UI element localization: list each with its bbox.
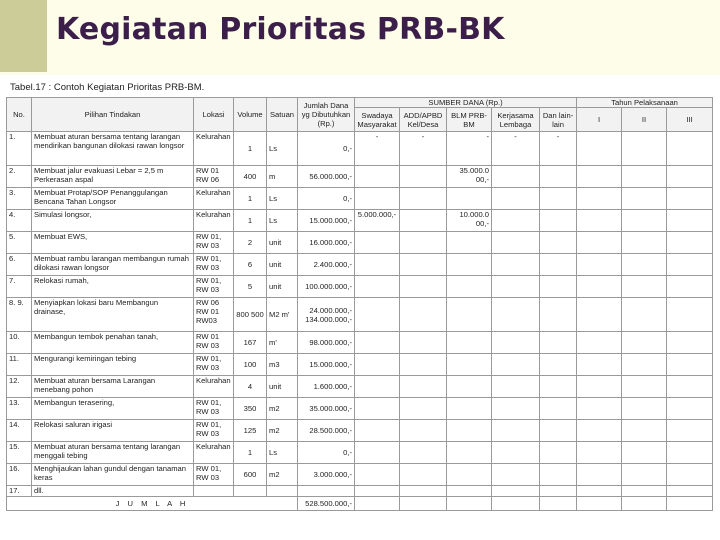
cell-pilihan-tindakan: Membuat aturan bersama tentang larangan menggali tebing (32, 442, 194, 464)
cell-satuan (267, 486, 298, 497)
cell-tahun-2 (622, 398, 667, 420)
cell-kerjasama (492, 254, 540, 276)
cell-tahun-2 (622, 376, 667, 398)
cell-tahun-1 (577, 376, 622, 398)
header-blm-prb-bm: BLM PRB-BM (447, 108, 492, 132)
total-value: 528.500.000,- (298, 497, 355, 511)
cell-tahun-2 (622, 420, 667, 442)
cell-add-apbd (400, 354, 447, 376)
header-satuan: Satuan (267, 98, 298, 132)
cell-tahun-2 (622, 276, 667, 298)
table-caption: Tabel.17 : Contoh Kegiatan Prioritas PRB-BM. (10, 82, 205, 93)
header-pilihan-tindakan: Pilihan Tindakan (32, 98, 194, 132)
header-lokasi: Lokasi (194, 98, 234, 132)
header-jumlah-dana: Jumlah Dana yg Dibutuhkan (Rp.) (298, 98, 355, 132)
cell-satuan: m3 (267, 354, 298, 376)
total-row (7, 497, 713, 511)
cell-lokasi: Kelurahan (194, 132, 234, 166)
header-lain-lain: Dan lain-lain (540, 108, 577, 132)
cell-volume: 125 (234, 420, 267, 442)
cell-kerjasama (492, 210, 540, 232)
cell-volume: 400 (234, 166, 267, 188)
cell-tahun-3 (667, 276, 713, 298)
cell-tahun-3 (667, 232, 713, 254)
cell-tahun-3 (667, 354, 713, 376)
cell-pilihan-tindakan: Membuat aturan bersama Larangan menebang pohon (32, 376, 194, 398)
cell-volume: 4 (234, 376, 267, 398)
cell-lain-lain: - (540, 132, 577, 166)
cell-no: 6. (7, 254, 32, 276)
cell-tahun-3 (667, 486, 713, 497)
cell-blm-prb-bm: 35.000.0 00,- (447, 166, 492, 188)
cell-swadaya (355, 464, 400, 486)
cell-lain-lain (540, 442, 577, 464)
cell-satuan: Ls (267, 442, 298, 464)
cell-tahun-2 (622, 254, 667, 276)
table-row (7, 332, 713, 354)
cell-volume: 800 500 (234, 298, 267, 332)
cell-lokasi: RW 01, RW 03 (194, 354, 234, 376)
table-row (7, 298, 713, 332)
cell-no: 3. (7, 188, 32, 210)
cell-lokasi: RW 01, RW 03 (194, 254, 234, 276)
title-accent-bar (0, 0, 47, 72)
cell-lokasi: RW 01 RW 03 (194, 332, 234, 354)
cell-pilihan-tindakan: Menghijaukan lahan gundul dengan tanaman keras (32, 464, 194, 486)
total-empty-cell (622, 497, 667, 511)
cell-blm-prb-bm (447, 376, 492, 398)
cell-no: 5. (7, 232, 32, 254)
cell-add-apbd (400, 420, 447, 442)
cell-jumlah-dana (298, 486, 355, 497)
cell-volume: 5 (234, 276, 267, 298)
cell-blm-prb-bm (447, 464, 492, 486)
cell-tahun-3 (667, 188, 713, 210)
cell-volume: 1 (234, 188, 267, 210)
cell-satuan: Ls (267, 188, 298, 210)
cell-tahun-2 (622, 298, 667, 332)
cell-satuan: Ls (267, 132, 298, 166)
cell-add-apbd (400, 210, 447, 232)
cell-kerjasama (492, 166, 540, 188)
total-empty-cell (355, 497, 400, 511)
cell-lokasi (194, 486, 234, 497)
total-empty-cell (400, 497, 447, 511)
cell-swadaya: - (355, 132, 400, 166)
cell-jumlah-dana: 100.000.000,- (298, 276, 355, 298)
cell-satuan: m' (267, 332, 298, 354)
cell-blm-prb-bm (447, 354, 492, 376)
cell-add-apbd (400, 486, 447, 497)
header-tahun-2: II (622, 108, 667, 132)
cell-tahun-2 (622, 188, 667, 210)
cell-volume: 167 (234, 332, 267, 354)
cell-lain-lain (540, 398, 577, 420)
cell-blm-prb-bm (447, 398, 492, 420)
cell-jumlah-dana: 15.000.000,- (298, 210, 355, 232)
cell-tahun-1 (577, 254, 622, 276)
cell-no: 15. (7, 442, 32, 464)
cell-tahun-2 (622, 486, 667, 497)
total-empty-cell (667, 497, 713, 511)
cell-swadaya (355, 354, 400, 376)
cell-no: 13. (7, 398, 32, 420)
total-label: J U M L A H (7, 497, 298, 511)
cell-lain-lain (540, 232, 577, 254)
cell-kerjasama (492, 332, 540, 354)
cell-add-apbd: - (400, 132, 447, 166)
cell-blm-prb-bm (447, 298, 492, 332)
cell-lain-lain (540, 376, 577, 398)
cell-swadaya (355, 188, 400, 210)
cell-blm-prb-bm: - (447, 132, 492, 166)
cell-add-apbd (400, 232, 447, 254)
cell-add-apbd (400, 464, 447, 486)
total-empty-cell (447, 497, 492, 511)
cell-lokasi: RW 01, RW 03 (194, 276, 234, 298)
slide-title: Kegiatan Prioritas PRB-BK (56, 12, 505, 47)
cell-tahun-2 (622, 442, 667, 464)
cell-satuan: m2 (267, 464, 298, 486)
cell-lain-lain (540, 210, 577, 232)
cell-no: 10. (7, 332, 32, 354)
table-row (7, 254, 713, 276)
cell-satuan: m2 (267, 398, 298, 420)
document-image (0, 75, 720, 540)
cell-swadaya (355, 376, 400, 398)
cell-pilihan-tindakan: Membangun terasering, (32, 398, 194, 420)
cell-blm-prb-bm (447, 332, 492, 354)
cell-tahun-1 (577, 398, 622, 420)
priority-table-wrapper (6, 97, 712, 511)
cell-tahun-1 (577, 464, 622, 486)
cell-pilihan-tindakan: Relokasi rumah, (32, 276, 194, 298)
cell-satuan: unit (267, 376, 298, 398)
cell-pilihan-tindakan: Membuat aturan bersama tentang larangan mendirikan bangunan dilokasi rawan longsor (32, 132, 194, 166)
cell-jumlah-dana: 1.600.000,- (298, 376, 355, 398)
cell-volume: 2 (234, 232, 267, 254)
cell-tahun-3 (667, 376, 713, 398)
table-row (7, 376, 713, 398)
cell-volume: 1 (234, 442, 267, 464)
table-row (7, 232, 713, 254)
cell-tahun-2 (622, 332, 667, 354)
cell-lokasi: Kelurahan (194, 188, 234, 210)
cell-swadaya (355, 420, 400, 442)
priority-table (6, 97, 713, 511)
cell-pilihan-tindakan: dll. (32, 486, 194, 497)
cell-tahun-1 (577, 166, 622, 188)
cell-lokasi: RW 01, RW 03 (194, 398, 234, 420)
cell-tahun-1 (577, 232, 622, 254)
cell-tahun-1 (577, 420, 622, 442)
cell-pilihan-tindakan: Membuat Protap/SOP Penanggulangan Bencana Tahan Longsor (32, 188, 194, 210)
header-tahun-pelaksanaan: Tahun Pelaksanaan (577, 98, 713, 108)
cell-tahun-3 (667, 254, 713, 276)
cell-kerjasama (492, 464, 540, 486)
table-body (7, 132, 713, 511)
cell-lokasi: RW 01, RW 03 (194, 232, 234, 254)
cell-tahun-2 (622, 132, 667, 166)
cell-lain-lain (540, 332, 577, 354)
cell-lain-lain (540, 188, 577, 210)
cell-satuan: M2 m' (267, 298, 298, 332)
total-empty-cell (492, 497, 540, 511)
cell-tahun-1 (577, 132, 622, 166)
cell-swadaya (355, 298, 400, 332)
cell-volume: 350 (234, 398, 267, 420)
cell-volume: 1 (234, 132, 267, 166)
cell-no: 4. (7, 210, 32, 232)
cell-no: 2. (7, 166, 32, 188)
table-row (7, 464, 713, 486)
header-add-apbd: ADD/APBD Kel/Desa (400, 108, 447, 132)
cell-tahun-3 (667, 464, 713, 486)
cell-satuan: m (267, 166, 298, 188)
cell-no: 16. (7, 464, 32, 486)
cell-jumlah-dana: 15.000.000,- (298, 354, 355, 376)
cell-add-apbd (400, 376, 447, 398)
cell-tahun-3 (667, 298, 713, 332)
cell-volume: 6 (234, 254, 267, 276)
header-volume: Volume (234, 98, 267, 132)
cell-tahun-3 (667, 210, 713, 232)
cell-kerjasama (492, 376, 540, 398)
cell-lokasi: RW 06 RW 01 RW03 (194, 298, 234, 332)
cell-volume: 1 (234, 210, 267, 232)
cell-kerjasama (492, 354, 540, 376)
cell-tahun-3 (667, 398, 713, 420)
cell-add-apbd (400, 298, 447, 332)
cell-no: 17. (7, 486, 32, 497)
cell-tahun-2 (622, 464, 667, 486)
cell-add-apbd (400, 254, 447, 276)
cell-kerjasama (492, 420, 540, 442)
table-row (7, 486, 713, 497)
cell-add-apbd (400, 398, 447, 420)
cell-blm-prb-bm (447, 442, 492, 464)
table-row (7, 354, 713, 376)
cell-kerjasama: - (492, 132, 540, 166)
cell-tahun-3 (667, 420, 713, 442)
cell-tahun-2 (622, 354, 667, 376)
cell-kerjasama (492, 232, 540, 254)
cell-tahun-1 (577, 276, 622, 298)
cell-jumlah-dana: 98.000.000,- (298, 332, 355, 354)
cell-pilihan-tindakan: Mengurangi kemiringan tebing (32, 354, 194, 376)
cell-satuan: unit (267, 276, 298, 298)
cell-swadaya (355, 332, 400, 354)
cell-tahun-2 (622, 166, 667, 188)
cell-swadaya: 5.000.000,- (355, 210, 400, 232)
cell-tahun-1 (577, 298, 622, 332)
cell-tahun-2 (622, 232, 667, 254)
cell-pilihan-tindakan: Relokasi saluran irigasi (32, 420, 194, 442)
cell-add-apbd (400, 166, 447, 188)
cell-tahun-1 (577, 354, 622, 376)
cell-lokasi: RW 01, RW 03 (194, 420, 234, 442)
cell-lokasi: Kelurahan (194, 442, 234, 464)
header-no: No. (7, 98, 32, 132)
cell-lokasi: RW 01 RW 06 (194, 166, 234, 188)
cell-add-apbd (400, 442, 447, 464)
cell-tahun-3 (667, 442, 713, 464)
cell-blm-prb-bm (447, 188, 492, 210)
cell-tahun-3 (667, 132, 713, 166)
cell-add-apbd (400, 332, 447, 354)
cell-jumlah-dana: 3.000.000,- (298, 464, 355, 486)
cell-tahun-1 (577, 188, 622, 210)
cell-swadaya (355, 398, 400, 420)
cell-kerjasama (492, 398, 540, 420)
header-kerjasama: Kerjasama Lembaga (492, 108, 540, 132)
cell-lain-lain (540, 166, 577, 188)
cell-blm-prb-bm (447, 486, 492, 497)
cell-volume: 100 (234, 354, 267, 376)
cell-tahun-2 (622, 210, 667, 232)
header-tahun-3: III (667, 108, 713, 132)
table-row (7, 166, 713, 188)
cell-no: 8. 9. (7, 298, 32, 332)
cell-no: 7. (7, 276, 32, 298)
cell-lokasi: RW 01, RW 03 (194, 464, 234, 486)
cell-no: 14. (7, 420, 32, 442)
cell-swadaya (355, 486, 400, 497)
cell-lain-lain (540, 486, 577, 497)
cell-blm-prb-bm: 10.000.0 00,- (447, 210, 492, 232)
total-empty-cell (540, 497, 577, 511)
cell-tahun-3 (667, 166, 713, 188)
cell-lain-lain (540, 464, 577, 486)
cell-pilihan-tindakan: Membuat rambu larangan membangun rumah dilokasi rawan longsor (32, 254, 194, 276)
cell-kerjasama (492, 442, 540, 464)
cell-swadaya (355, 442, 400, 464)
cell-satuan: m2 (267, 420, 298, 442)
cell-jumlah-dana: 28.500.000,- (298, 420, 355, 442)
table-row (7, 132, 713, 166)
cell-tahun-1 (577, 210, 622, 232)
cell-volume: 600 (234, 464, 267, 486)
cell-lokasi: Kelurahan (194, 376, 234, 398)
cell-lain-lain (540, 276, 577, 298)
cell-pilihan-tindakan: Membuat EWS, (32, 232, 194, 254)
cell-blm-prb-bm (447, 276, 492, 298)
cell-pilihan-tindakan: Menyiapkan lokasi baru Membangun drainase, (32, 298, 194, 332)
cell-jumlah-dana: 56.000.000,- (298, 166, 355, 188)
cell-swadaya (355, 276, 400, 298)
cell-kerjasama (492, 188, 540, 210)
cell-satuan: Ls (267, 210, 298, 232)
table-row (7, 276, 713, 298)
cell-kerjasama (492, 486, 540, 497)
table-row (7, 398, 713, 420)
cell-no: 1. (7, 132, 32, 166)
cell-jumlah-dana: 0,- (298, 188, 355, 210)
cell-tahun-1 (577, 442, 622, 464)
cell-blm-prb-bm (447, 420, 492, 442)
cell-jumlah-dana: 0,- (298, 132, 355, 166)
cell-no: 11. (7, 354, 32, 376)
cell-tahun-3 (667, 332, 713, 354)
cell-pilihan-tindakan: Membangun tembok penahan tanah, (32, 332, 194, 354)
total-empty-cell (577, 497, 622, 511)
cell-lokasi: Kelurahan (194, 210, 234, 232)
cell-jumlah-dana: 16.000.000,- (298, 232, 355, 254)
cell-jumlah-dana: 0,- (298, 442, 355, 464)
cell-kerjasama (492, 298, 540, 332)
cell-satuan: unit (267, 232, 298, 254)
cell-blm-prb-bm (447, 232, 492, 254)
cell-satuan: unit (267, 254, 298, 276)
cell-add-apbd (400, 188, 447, 210)
cell-pilihan-tindakan: Simulasi longsor, (32, 210, 194, 232)
cell-jumlah-dana: 24.000.000,- 134.000.000,- (298, 298, 355, 332)
cell-volume (234, 486, 267, 497)
table-row (7, 442, 713, 464)
cell-lain-lain (540, 354, 577, 376)
cell-swadaya (355, 166, 400, 188)
cell-lain-lain (540, 254, 577, 276)
cell-lain-lain (540, 298, 577, 332)
cell-blm-prb-bm (447, 254, 492, 276)
cell-no: 12. (7, 376, 32, 398)
cell-jumlah-dana: 35.000.000,- (298, 398, 355, 420)
cell-swadaya (355, 232, 400, 254)
cell-jumlah-dana: 2.400.000,- (298, 254, 355, 276)
cell-lain-lain (540, 420, 577, 442)
cell-swadaya (355, 254, 400, 276)
table-row (7, 188, 713, 210)
table-row (7, 210, 713, 232)
table-row (7, 420, 713, 442)
header-tahun-1: I (577, 108, 622, 132)
header-sumber-dana: SUMBER DANA (Rp.) (355, 98, 577, 108)
cell-tahun-1 (577, 486, 622, 497)
cell-tahun-1 (577, 332, 622, 354)
cell-pilihan-tindakan: Membuat jalur evakuasi Lebar = 2,5 m Perkerasan aspal (32, 166, 194, 188)
cell-kerjasama (492, 276, 540, 298)
cell-add-apbd (400, 276, 447, 298)
header-swadaya: Swadaya Masyarakat (355, 108, 400, 132)
